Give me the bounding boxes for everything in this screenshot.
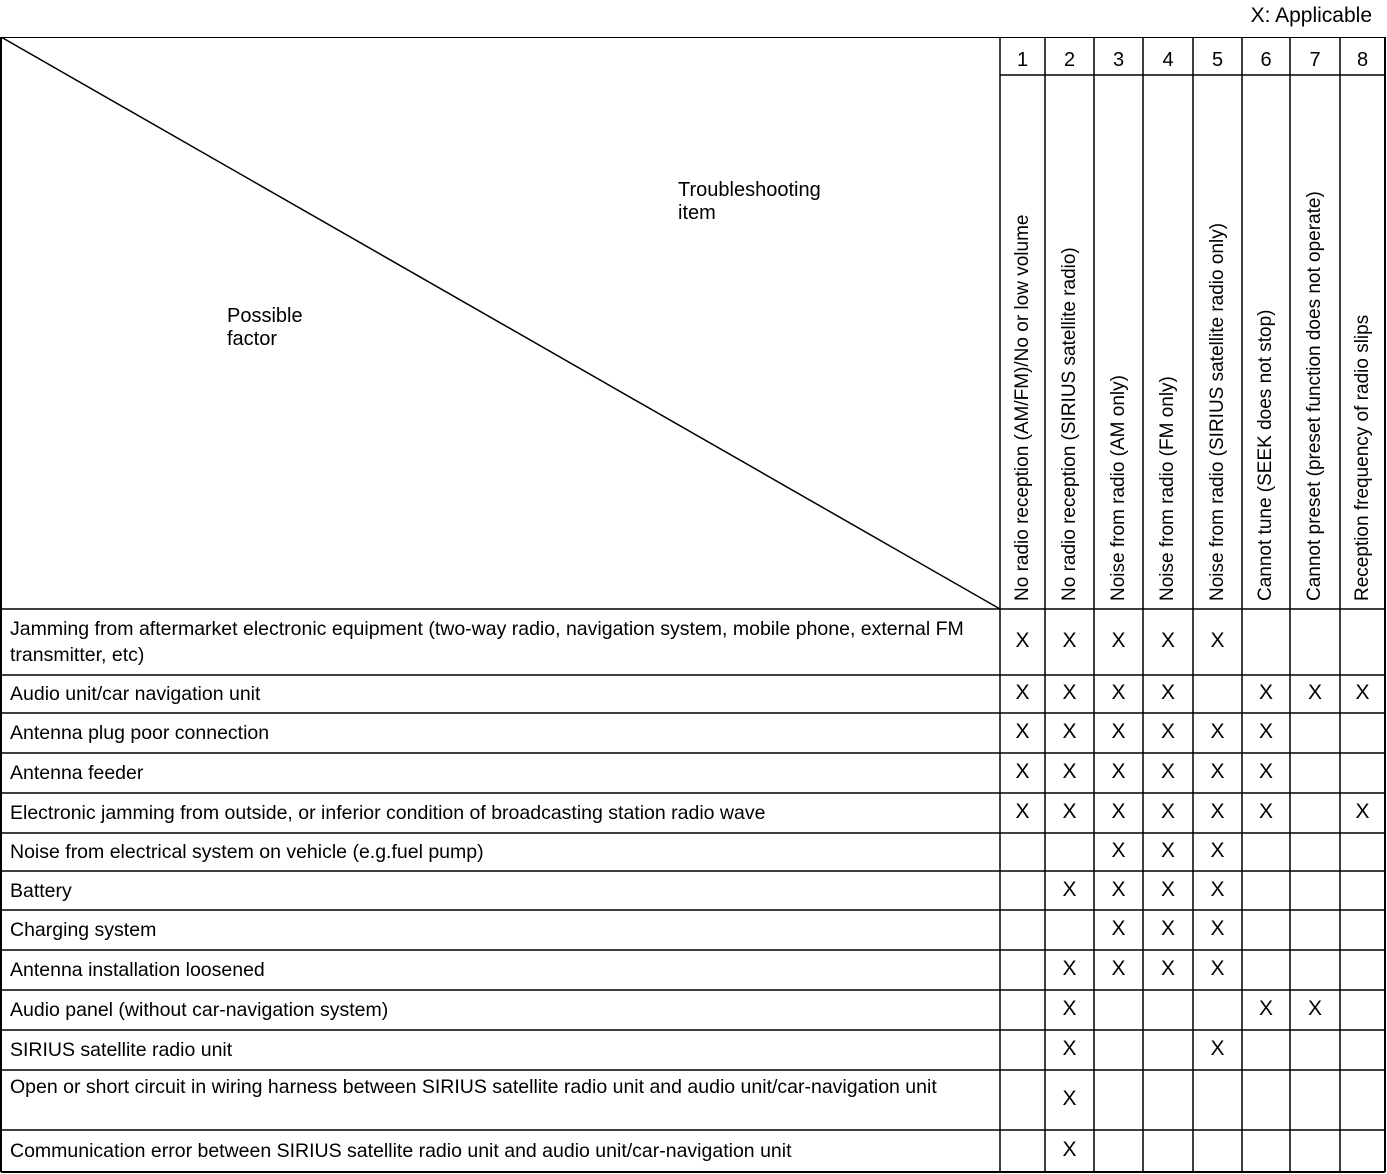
applicable-mark: X	[1062, 997, 1077, 1020]
factor-label: Electronic jamming from outside, or inferior condition of broadcasting station radio wave	[10, 802, 766, 824]
column-number-4: 4	[1162, 49, 1174, 71]
factor-label: Antenna installation loosened	[10, 959, 265, 981]
applicable-mark: X	[1210, 760, 1225, 783]
possible-factor-heading: Possible factor	[227, 305, 303, 350]
applicable-mark: X	[1258, 720, 1273, 743]
applicable-mark: X	[1160, 917, 1175, 940]
factor-label: Battery	[10, 879, 72, 902]
column-number-2: 2	[1063, 49, 1076, 71]
applicable-mark: X	[1062, 1138, 1077, 1161]
applicable-mark: X	[1062, 800, 1077, 823]
applicable-mark: X	[1210, 629, 1225, 652]
column-number-1: 1	[1016, 49, 1029, 71]
column-label-8: Reception frequency of radio slips	[1351, 314, 1373, 601]
applicable-mark: X	[1210, 917, 1225, 940]
applicable-mark: X	[1062, 1087, 1077, 1110]
applicable-mark: X	[1355, 800, 1370, 823]
legend-applicable: X: Applicable	[1250, 4, 1372, 27]
column-number-6: 6	[1260, 49, 1272, 71]
factor-label: Open or short circuit in wiring harness between SIRIUS satellite radio unit and audio unit/car-navigation unit	[10, 1076, 937, 1098]
column-number-7: 7	[1309, 49, 1321, 71]
applicable-mark: X	[1210, 1037, 1225, 1060]
applicable-mark: X	[1160, 629, 1175, 652]
applicable-mark: X	[1160, 720, 1175, 743]
applicable-mark: X	[1111, 839, 1126, 862]
applicable-mark: X	[1111, 800, 1126, 823]
applicable-mark: X	[1210, 800, 1225, 823]
applicable-mark: X	[1111, 877, 1126, 901]
applicable-mark: X	[1160, 760, 1175, 783]
applicable-mark: X	[1062, 629, 1077, 652]
applicable-mark: X	[1210, 957, 1225, 980]
applicable-mark: X	[1062, 720, 1077, 743]
applicable-mark: X	[1062, 681, 1077, 704]
column-label-1: No radio reception (AM/FM)/No or low volume	[1011, 214, 1033, 601]
applicable-mark: X	[1015, 629, 1030, 652]
column-label-4: Noise from radio (FM only)	[1157, 376, 1178, 601]
applicable-mark: X	[1111, 917, 1126, 940]
column-label-2: No radio reception (SIRIUS satellite radio)	[1058, 247, 1080, 601]
applicable-mark: X	[1062, 1037, 1077, 1060]
factor-label: Charging system	[10, 919, 157, 941]
applicable-mark: X	[1111, 957, 1126, 980]
applicable-mark: X	[1258, 681, 1273, 704]
factor-label: SIRIUS satellite radio unit	[10, 1039, 233, 1061]
column-label-7: Cannot preset (preset function does not operate)	[1304, 191, 1325, 601]
applicable-mark: X	[1062, 760, 1077, 783]
applicable-mark: X	[1258, 997, 1273, 1020]
applicable-mark: X	[1307, 681, 1322, 704]
applicable-mark: X	[1160, 681, 1175, 704]
column-label-6: Cannot tune (SEEK does not stop)	[1255, 309, 1276, 601]
column-label-3: Noise from radio (AM only)	[1107, 375, 1129, 601]
applicable-mark: X	[1160, 839, 1175, 862]
troubleshooting-item-heading: Troubleshooting item	[678, 179, 821, 224]
column-number-8: 8	[1356, 49, 1369, 71]
applicable-mark: X	[1062, 877, 1077, 901]
applicable-mark: X	[1111, 681, 1126, 704]
factor-label: Audio unit/car navigation unit	[10, 683, 261, 705]
applicable-mark: X	[1015, 800, 1030, 823]
applicable-mark: X	[1210, 877, 1225, 901]
applicable-mark: X	[1015, 720, 1030, 743]
factor-label: Jamming from aftermarket electronic equipment (two-way radio, navigation system, mobile phone, external FM transmitter, etc)	[10, 618, 964, 666]
factor-label: Communication error between SIRIUS satellite radio unit and audio unit/car-navigation unit	[10, 1140, 792, 1162]
applicable-mark: X	[1355, 681, 1370, 704]
applicable-mark: X	[1258, 800, 1273, 823]
applicable-mark: X	[1062, 957, 1077, 980]
applicable-mark: X	[1210, 720, 1225, 743]
factor-label: Audio panel (without car-navigation system)	[10, 999, 389, 1021]
applicable-mark: X	[1160, 877, 1175, 901]
applicable-mark: X	[1258, 760, 1273, 783]
applicable-mark: X	[1160, 800, 1175, 823]
header-diagonal-line	[1, 37, 1000, 609]
applicable-mark: X	[1111, 629, 1126, 652]
column-number-5: 5	[1211, 49, 1224, 71]
applicable-mark: X	[1210, 839, 1225, 862]
factor-label: Antenna plug poor connection	[10, 722, 270, 744]
column-label-5: Noise from radio (SIRIUS satellite radio only)	[1206, 222, 1228, 601]
applicable-mark: X	[1015, 760, 1030, 783]
factor-label: Noise from electrical system on vehicle (e.g.fuel pump)	[10, 841, 484, 863]
factor-label: Antenna feeder	[10, 762, 144, 784]
applicable-mark: X	[1111, 720, 1126, 743]
applicable-mark: X	[1160, 957, 1175, 980]
applicable-mark: X	[1111, 760, 1126, 783]
applicable-mark: X	[1307, 997, 1322, 1020]
column-number-3: 3	[1112, 49, 1125, 71]
applicable-mark: X	[1015, 681, 1030, 704]
